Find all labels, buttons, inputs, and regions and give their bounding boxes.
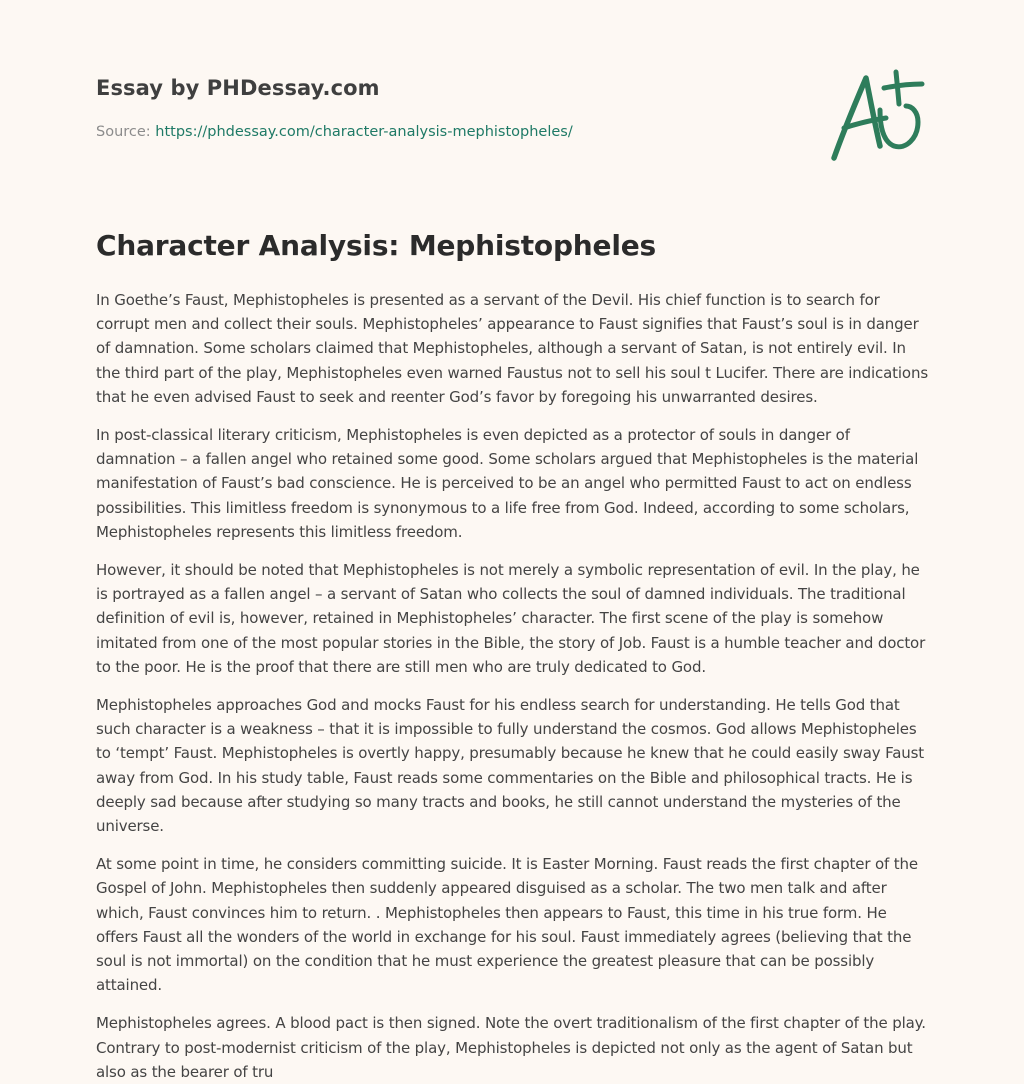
article-body: [96, 288, 930, 1084]
source-line: [96, 124, 573, 140]
page-header: [96, 0, 930, 200]
a-plus-grade-logo-icon: [826, 68, 930, 164]
article-paragraph: Mephistopheles agrees. A blood pact is then signed. Note the overt traditionalism of the first chapter of the play. Contrary to post-modernist criticism of the play, Mephistopheles is depicted not only as the agent of Satan but also as the bearer of tru: [96, 1014, 926, 1081]
article-paragraph: In Goethe’s Faust, Mephistopheles is presented as a servant of the Devil. His chief function is to search for corrupt men and collect their souls. Mephistopheles’ appearance to Faust signifies that Faust’s soul is in danger of damnation. Some scholars claimed that Mephistopheles, although a servant of Satan, is not entirely evil. In the third part of the play, Mephistopheles even warned Faustus not to sell his soul t Lucifer. There are indications that he even advised Faust to seek and reenter God’s favor by foregoing his unwarranted desires.: [96, 291, 928, 406]
source-label: Source:: [96, 124, 156, 140]
source-link[interactable]: https://phdessay.com/character-analysis-mephistopheles/: [155, 124, 573, 140]
article-paragraph: At some point in time, he considers committing suicide. It is Easter Morning. Faust reads the first chapter of the Gospel of John. Mephistopheles then suddenly appeared disguised as a scholar. The two men talk and after which, Faust convinces him to return. . Mephistopheles then appears to Faust, this time in his true form. He offers Faust all the wonders of the world in exchange for his soul. Faust immediately agrees (believing that the soul is not immortal) on the condition that he must experience the greatest pleasure that can be possibly attained.: [96, 855, 918, 995]
article-paragraph: However, it should be noted that Mephistopheles is not merely a symbolic representation of evil. In the play, he is portrayed as a fallen angel – a servant of Satan who collects the soul of damned individuals. The traditional definition of evil is, however, retained in Mephistopheles’ character. The first scene of the play is somehow imitated from one of the most popular stories in the Bible, the story of Job. Faust is a humble teacher and doctor to the poor. He is the proof that there are still men who are truly dedicated to God.: [96, 561, 926, 676]
article-paragraph: In post-classical literary criticism, Mephistopheles is even depicted as a protector of souls in danger of damnation – a fallen angel who retained some good. Some scholars argued that Mephistopheles is the material manifestation of Faust’s bad conscience. He is perceived to be an angel who permitted Faust to act on endless possibilities. This limitless freedom is synonymous to a life free from God. Indeed, according to some scholars, Mephistopheles represents this limitless freedom.: [96, 426, 919, 541]
logo-text: [96, 0, 97, 1]
site-brand: Essay by PHDessay.com: [96, 76, 380, 100]
article-paragraph: Mephistopheles approaches God and mocks Faust for his endless search for understanding. He tells God that such character is a weakness – that it is impossible to fully understand the cosmos. God allows Mephistopheles to ‘tempt’ Faust. Mephistopheles is overtly happy, presumably because he knew that he could easily sway Faust away from God. In his study table, Faust reads some commentaries on the Bible and philosophical tracts. He is deeply sad because after studying so many tracts and books, he still cannot understand the mysteries of the universe.: [96, 696, 925, 836]
article-title: Character Analysis: Mephistopheles: [96, 229, 656, 262]
